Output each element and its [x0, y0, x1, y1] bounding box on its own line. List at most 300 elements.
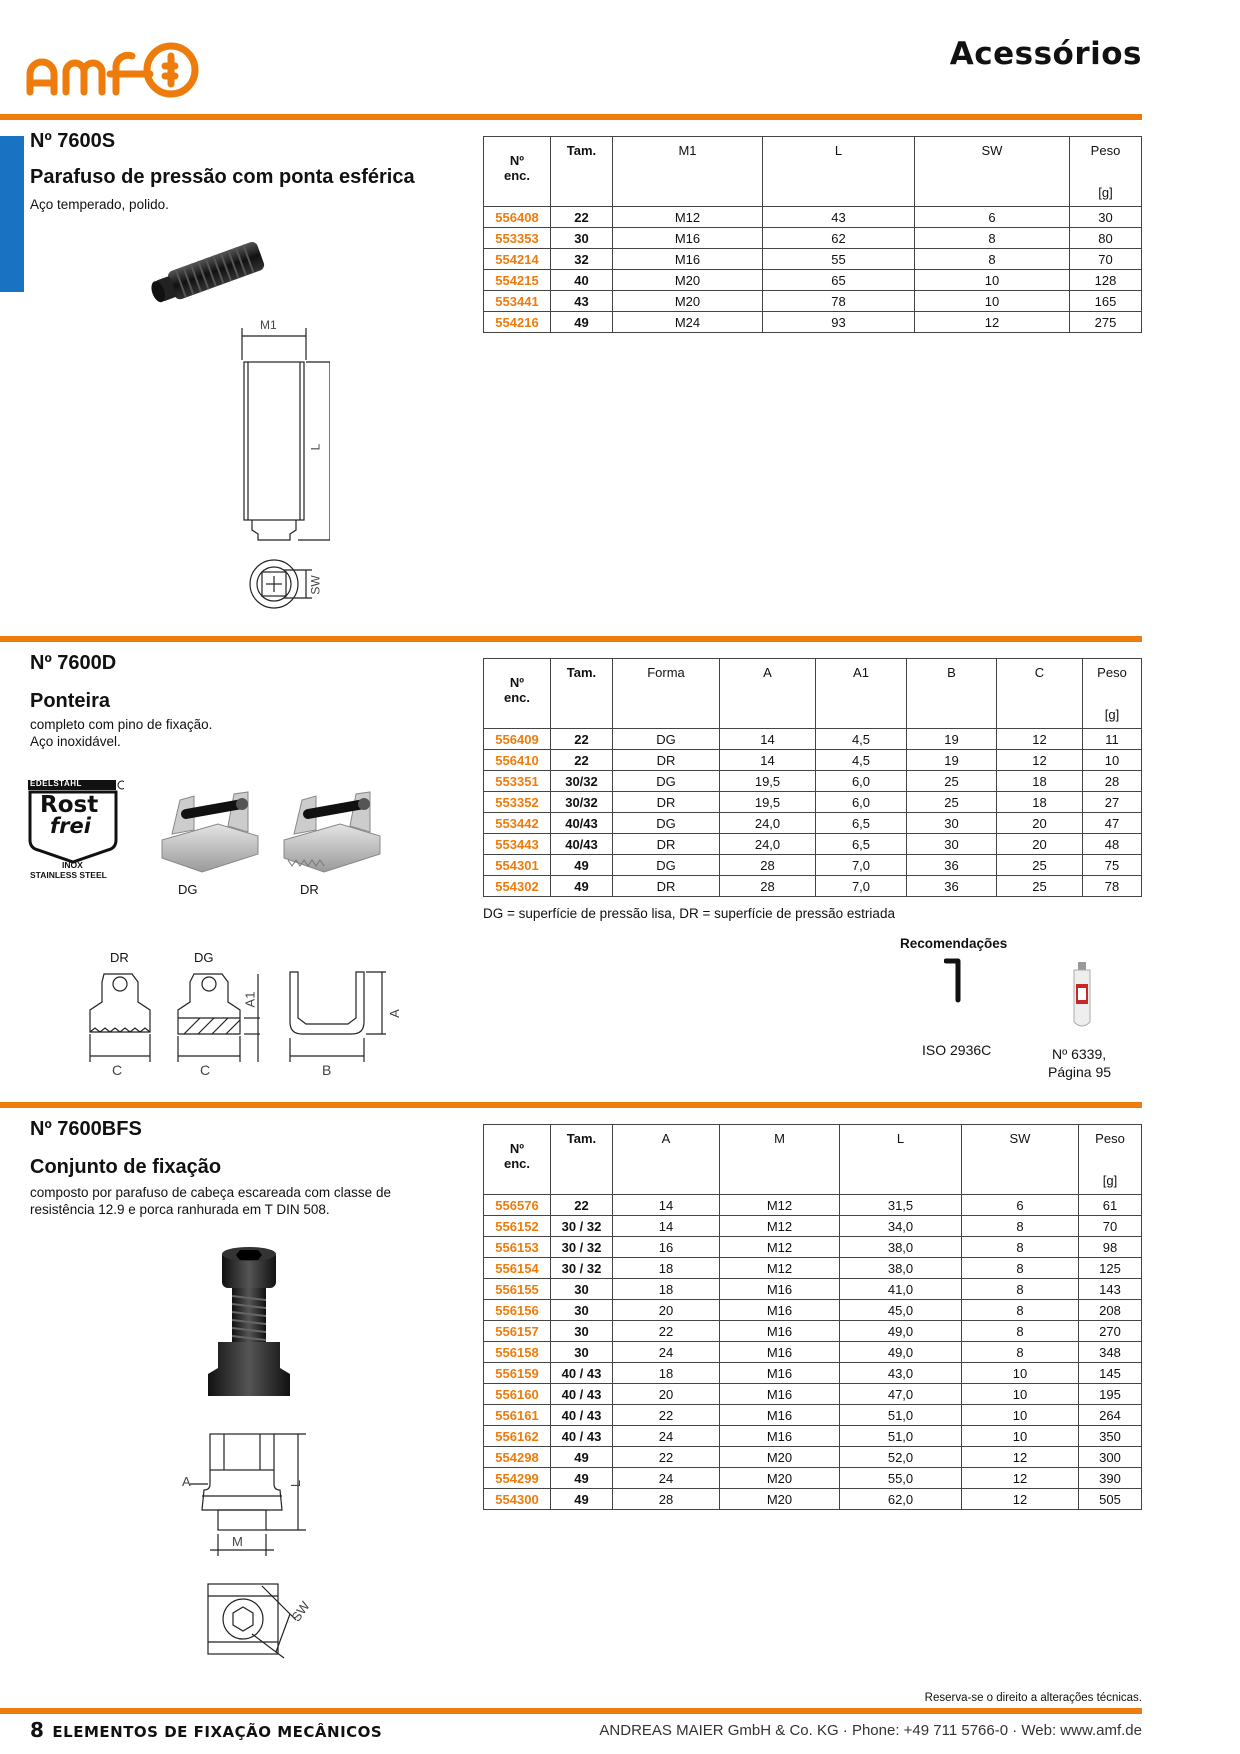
col-header: A — [613, 1125, 720, 1195]
section-number: Nº 7600D — [30, 652, 117, 674]
section-name: Conjunto de fixação — [30, 1156, 222, 1178]
table-row — [484, 1279, 1142, 1300]
hex-key-icon — [944, 958, 974, 1004]
drawing-label: DR — [110, 950, 129, 965]
order-number: 553352 — [484, 792, 551, 813]
col-header: Peso [g] — [1083, 659, 1142, 729]
table-cell: 12 — [915, 312, 1070, 333]
order-number: 554216 — [484, 312, 551, 333]
size-cell: 30 — [551, 228, 613, 249]
table-cell: 10 — [962, 1405, 1079, 1426]
ponteira-photos — [158, 780, 398, 880]
table-cell: 12 — [962, 1489, 1079, 1510]
table-cell: DR — [613, 750, 720, 771]
drawing-label: DG — [194, 950, 214, 965]
page-title: Acessórios — [949, 36, 1142, 72]
table-cell: 145 — [1079, 1363, 1142, 1384]
table-cell: 38,0 — [840, 1258, 962, 1279]
section-number: Nº 7600S — [30, 130, 116, 152]
table-cell: 62 — [763, 228, 915, 249]
order-number: 556157 — [484, 1321, 551, 1342]
table-row — [484, 750, 1142, 771]
table-cell: 25 — [997, 855, 1083, 876]
size-cell: 40 / 43 — [551, 1384, 613, 1405]
order-number: 554298 — [484, 1447, 551, 1468]
order-number: 556156 — [484, 1300, 551, 1321]
col-header: Nº enc. — [484, 137, 551, 207]
table-cell: DG — [613, 729, 720, 750]
section-description: composto por parafuso de cabeça escareada com classe de resistência 12.9 e porca ranhurada em T DIN 508. — [30, 1185, 391, 1217]
table-cell: 8 — [962, 1300, 1079, 1321]
photo-label-dr: DR — [300, 882, 319, 897]
table-cell: 8 — [962, 1321, 1079, 1342]
size-cell: 30 — [551, 1342, 613, 1363]
table-row — [484, 1426, 1142, 1447]
table-cell: 19,5 — [720, 771, 816, 792]
drawing-label: B — [322, 1062, 332, 1078]
size-cell: 40/43 — [551, 813, 613, 834]
table-cell: 11 — [1083, 729, 1142, 750]
col-header: M — [720, 1125, 840, 1195]
table-row — [484, 1195, 1142, 1216]
size-cell: 49 — [551, 876, 613, 897]
table-cell: 19 — [907, 729, 997, 750]
table-cell: 18 — [997, 792, 1083, 813]
table-cell: 275 — [1070, 312, 1142, 333]
col-header: Nº enc. — [484, 659, 551, 729]
col-header: Peso [g] — [1079, 1125, 1142, 1195]
table-cell: M12 — [720, 1195, 840, 1216]
table-cell: 49,0 — [840, 1321, 962, 1342]
table-cell: 10 — [915, 291, 1070, 312]
footer-catalog: 8 ELEMENTOS DE FIXAÇÃO MECÂNICOS — [30, 1718, 383, 1742]
col-header: SW — [962, 1125, 1079, 1195]
order-number: 556152 — [484, 1216, 551, 1237]
table-row — [484, 1468, 1142, 1489]
col-header: SW — [915, 137, 1070, 207]
spec-table-7600s — [483, 136, 1142, 333]
table-cell: 24 — [613, 1342, 720, 1363]
order-number: 556408 — [484, 207, 551, 228]
order-number: 554299 — [484, 1468, 551, 1489]
table-row — [484, 1489, 1142, 1510]
table-cell: 19,5 — [720, 792, 816, 813]
drawing-label: C — [200, 1062, 211, 1078]
table-row — [484, 771, 1142, 792]
table-row — [484, 1447, 1142, 1468]
order-number: 553351 — [484, 771, 551, 792]
table-cell: 30 — [1070, 207, 1142, 228]
spec-table-7600d — [483, 658, 1142, 897]
drawing-label: A — [386, 1009, 402, 1018]
table-cell: 93 — [763, 312, 915, 333]
table-cell: 24 — [613, 1426, 720, 1447]
table-cell: M12 — [720, 1216, 840, 1237]
table-cell: 12 — [997, 750, 1083, 771]
col-header: Peso [g] — [1070, 137, 1142, 207]
order-number: 556158 — [484, 1342, 551, 1363]
table-cell: 10 — [1083, 750, 1142, 771]
table-cell: M16 — [720, 1342, 840, 1363]
drawing-label: A1 — [242, 991, 258, 1008]
size-cell: 30 / 32 — [551, 1258, 613, 1279]
table-cell: M20 — [720, 1489, 840, 1510]
table-cell: 30 — [907, 834, 997, 855]
table-cell: DR — [613, 792, 720, 813]
size-cell: 49 — [551, 312, 613, 333]
table-row — [484, 813, 1142, 834]
order-number: 554215 — [484, 270, 551, 291]
drawing-label: M — [232, 1534, 243, 1549]
table-cell: 45,0 — [840, 1300, 962, 1321]
size-cell: 49 — [551, 1447, 613, 1468]
section-name: Parafuso de pressão com ponta esférica — [30, 166, 415, 188]
section-name: Ponteira — [30, 690, 111, 712]
order-number: 556576 — [484, 1195, 551, 1216]
size-cell: 40/43 — [551, 834, 613, 855]
table-cell: 8 — [915, 249, 1070, 270]
table-cell: 28 — [720, 855, 816, 876]
drawing-label: L — [288, 1479, 304, 1488]
size-cell: 22 — [551, 207, 613, 228]
table-row — [484, 1216, 1142, 1237]
drawing-label: A — [182, 1474, 191, 1489]
recommendation-item: Nº 6339, — [1052, 1046, 1107, 1062]
table-row — [484, 1237, 1142, 1258]
table-cell: 25 — [997, 876, 1083, 897]
table-cell: DR — [613, 876, 720, 897]
col-header: A — [720, 659, 816, 729]
table-cell: 80 — [1070, 228, 1142, 249]
order-number: 553443 — [484, 834, 551, 855]
table-row — [484, 876, 1142, 897]
size-cell: 40 / 43 — [551, 1363, 613, 1384]
col-header: B — [907, 659, 997, 729]
table-cell: 75 — [1083, 855, 1142, 876]
table-cell: 10 — [962, 1426, 1079, 1447]
table-cell: M24 — [613, 312, 763, 333]
table-cell: M16 — [720, 1405, 840, 1426]
table-cell: 125 — [1079, 1258, 1142, 1279]
table-cell: 8 — [915, 228, 1070, 249]
table-cell: 8 — [962, 1237, 1079, 1258]
order-number: 554302 — [484, 876, 551, 897]
footer-note: Reserva-se o direito a alterações técnicas. — [924, 1692, 1142, 1704]
table-cell: 128 — [1070, 270, 1142, 291]
size-cell: 22 — [551, 750, 613, 771]
table-cell: 20 — [997, 834, 1083, 855]
table-row — [484, 792, 1142, 813]
table-cell: 16 — [613, 1237, 720, 1258]
table-row — [484, 729, 1142, 750]
table-cell: 195 — [1079, 1384, 1142, 1405]
table-cell: 43,0 — [840, 1363, 962, 1384]
table-cell: 4,5 — [816, 750, 907, 771]
col-header: A1 — [816, 659, 907, 729]
table-cell: M16 — [720, 1384, 840, 1405]
table-cell: 4,5 — [816, 729, 907, 750]
table-cell: 98 — [1079, 1237, 1142, 1258]
badge-text: EDELSTAHL — [30, 779, 82, 788]
table-row — [484, 1321, 1142, 1342]
col-header: Tam. — [551, 659, 613, 729]
table-cell: 348 — [1079, 1342, 1142, 1363]
col-header: L — [763, 137, 915, 207]
order-number: 554214 — [484, 249, 551, 270]
badge-text: Rost — [40, 792, 99, 818]
table-cell: 34,0 — [840, 1216, 962, 1237]
col-header: L — [840, 1125, 962, 1195]
size-cell: 30 / 32 — [551, 1237, 613, 1258]
table-cell: 47,0 — [840, 1384, 962, 1405]
table-cell: 12 — [997, 729, 1083, 750]
table-row — [484, 834, 1142, 855]
table-cell: 24,0 — [720, 834, 816, 855]
table-cell: 7,0 — [816, 876, 907, 897]
table-cell: 51,0 — [840, 1426, 962, 1447]
table-cell: DG — [613, 855, 720, 876]
table-cell: 70 — [1079, 1216, 1142, 1237]
table-row — [484, 312, 1142, 333]
table-cell: 8 — [962, 1342, 1079, 1363]
size-cell: 30/32 — [551, 771, 613, 792]
table-row — [484, 1258, 1142, 1279]
recommendation-item: ISO 2936C — [922, 1042, 992, 1058]
footer-company: ANDREAS MAIER GmbH & Co. KG · Phone: +49 711 5766-0 · Web: www.amf.de — [599, 1722, 1142, 1739]
table-cell: M20 — [613, 291, 763, 312]
table-cell: M16 — [613, 228, 763, 249]
table-cell: 28 — [720, 876, 816, 897]
col-header: M1 — [613, 137, 763, 207]
table-cell: 12 — [962, 1468, 1079, 1489]
table-cell: 6 — [962, 1195, 1079, 1216]
table-cell: 14 — [720, 750, 816, 771]
size-cell: 40 / 43 — [551, 1426, 613, 1447]
order-number: 553353 — [484, 228, 551, 249]
section-description: Aço temperado, polido. — [30, 197, 169, 212]
table-cell: 165 — [1070, 291, 1142, 312]
size-cell: 30 — [551, 1300, 613, 1321]
table-cell: 28 — [1083, 771, 1142, 792]
table-cell: 264 — [1079, 1405, 1142, 1426]
order-number: 553442 — [484, 813, 551, 834]
table-cell: 28 — [613, 1489, 720, 1510]
table-cell: M16 — [720, 1300, 840, 1321]
order-number: 556153 — [484, 1237, 551, 1258]
table-cell: 61 — [1079, 1195, 1142, 1216]
table-cell: 18 — [613, 1258, 720, 1279]
table-cell: 7,0 — [816, 855, 907, 876]
table-cell: 22 — [613, 1405, 720, 1426]
table-cell: M20 — [720, 1447, 840, 1468]
table-cell: 20 — [613, 1300, 720, 1321]
size-cell: 43 — [551, 291, 613, 312]
section-divider — [0, 1102, 1142, 1108]
section-divider — [0, 636, 1142, 642]
order-number: 556160 — [484, 1384, 551, 1405]
table-cell: 14 — [720, 729, 816, 750]
table-cell: M20 — [720, 1468, 840, 1489]
table-cell: 78 — [1083, 876, 1142, 897]
table-cell: 12 — [962, 1447, 1079, 1468]
size-cell: 49 — [551, 855, 613, 876]
recommendation-item: Página 95 — [1048, 1064, 1112, 1080]
badge-text: frei — [50, 814, 91, 838]
chapter-tab — [0, 136, 24, 292]
col-header: Forma — [613, 659, 720, 729]
table-cell: 8 — [962, 1216, 1079, 1237]
table-cell: 14 — [613, 1216, 720, 1237]
order-number: 556154 — [484, 1258, 551, 1279]
section-divider — [0, 114, 1142, 120]
order-number: 554301 — [484, 855, 551, 876]
table-row — [484, 1405, 1142, 1426]
table-row — [484, 228, 1142, 249]
size-cell: 30 / 32 — [551, 1216, 613, 1237]
table-cell: M12 — [613, 207, 763, 228]
table-cell: 24 — [613, 1468, 720, 1489]
table-cell: DG — [613, 813, 720, 834]
table-cell: 6,0 — [816, 771, 907, 792]
table-cell: 10 — [962, 1363, 1079, 1384]
badge-text: STAINLESS STEEL — [30, 870, 107, 880]
table-cell: 505 — [1079, 1489, 1142, 1510]
table-cell: M16 — [720, 1363, 840, 1384]
table-cell: 143 — [1079, 1279, 1142, 1300]
badge-text: INOX — [62, 860, 83, 870]
table-cell: 300 — [1079, 1447, 1142, 1468]
size-cell: 49 — [551, 1468, 613, 1489]
table-cell: 18 — [613, 1279, 720, 1300]
table-cell: 31,5 — [840, 1195, 962, 1216]
table-cell: 27 — [1083, 792, 1142, 813]
table-cell: 25 — [907, 771, 997, 792]
table-cell: 36 — [907, 855, 997, 876]
size-cell: 30 — [551, 1321, 613, 1342]
section-description: completo com pino de fixação. Aço inoxidável. — [30, 717, 213, 749]
table-cell: M16 — [720, 1321, 840, 1342]
table-cell: 6,5 — [816, 834, 907, 855]
col-header: C — [997, 659, 1083, 729]
amf-logo — [26, 36, 226, 106]
table-cell: 65 — [763, 270, 915, 291]
page-number: 8 — [30, 1718, 45, 1742]
table-cell: 8 — [962, 1258, 1079, 1279]
size-cell: 32 — [551, 249, 613, 270]
drawing-label: SW — [288, 1598, 313, 1625]
table-cell: 350 — [1079, 1426, 1142, 1447]
size-cell: 40 — [551, 270, 613, 291]
table-cell: 208 — [1079, 1300, 1142, 1321]
table-cell: 22 — [613, 1447, 720, 1468]
table-row — [484, 291, 1142, 312]
order-number: 556155 — [484, 1279, 551, 1300]
drawing-label: L — [308, 443, 323, 451]
table-cell: 6 — [915, 207, 1070, 228]
order-number: 556159 — [484, 1363, 551, 1384]
table-row — [484, 1300, 1142, 1321]
table-row — [484, 1384, 1142, 1405]
pressure-screw-drawing — [200, 318, 330, 618]
size-cell: 40 / 43 — [551, 1405, 613, 1426]
table-cell: M12 — [720, 1258, 840, 1279]
table-cell: M16 — [613, 249, 763, 270]
table-cell: 19 — [907, 750, 997, 771]
table-cell: 18 — [613, 1363, 720, 1384]
size-cell: 22 — [551, 729, 613, 750]
table-cell: 270 — [1079, 1321, 1142, 1342]
clamping-set-drawing — [180, 1426, 340, 1666]
table-row — [484, 855, 1142, 876]
table-cell: 10 — [962, 1384, 1079, 1405]
order-number: 554300 — [484, 1489, 551, 1510]
footer-divider — [0, 1708, 1142, 1714]
photo-label-dg: DG — [178, 882, 198, 897]
drawing-label: M1 — [260, 318, 277, 332]
table-cell: 6,0 — [816, 792, 907, 813]
table-cell: 43 — [763, 207, 915, 228]
table-cell: 52,0 — [840, 1447, 962, 1468]
table-row — [484, 270, 1142, 291]
table-cell: M20 — [613, 270, 763, 291]
table-cell: 55,0 — [840, 1468, 962, 1489]
table-row — [484, 207, 1142, 228]
order-number: 556409 — [484, 729, 551, 750]
order-number: 556410 — [484, 750, 551, 771]
table-cell: 18 — [997, 771, 1083, 792]
table-cell: 62,0 — [840, 1489, 962, 1510]
table-cell: 20 — [997, 813, 1083, 834]
table-cell: 6,5 — [816, 813, 907, 834]
size-cell: 30/32 — [551, 792, 613, 813]
table-cell: 55 — [763, 249, 915, 270]
table-cell: 47 — [1083, 813, 1142, 834]
order-number: 556162 — [484, 1426, 551, 1447]
table-cell: M12 — [720, 1237, 840, 1258]
table-cell: 48 — [1083, 834, 1142, 855]
spec-table-7600bfs — [483, 1124, 1142, 1510]
table-cell: M16 — [720, 1426, 840, 1447]
table-cell: 36 — [907, 876, 997, 897]
table-cell: 70 — [1070, 249, 1142, 270]
recommendations-title: Recomendações — [900, 936, 1008, 951]
table-cell: 22 — [613, 1321, 720, 1342]
adhesive-tube-icon — [1068, 962, 1098, 1030]
col-header: Nº enc. — [484, 1125, 551, 1195]
drawing-label: SW — [308, 575, 323, 595]
table-row — [484, 249, 1142, 270]
table-cell: 8 — [962, 1279, 1079, 1300]
table-cell: 38,0 — [840, 1237, 962, 1258]
table-cell: 30 — [907, 813, 997, 834]
order-number: 553441 — [484, 291, 551, 312]
pressure-screw-photo — [150, 236, 270, 316]
table-cell: DR — [613, 834, 720, 855]
table-cell: DG — [613, 771, 720, 792]
size-cell: 30 — [551, 1279, 613, 1300]
section-number: Nº 7600BFS — [30, 1118, 142, 1140]
clamping-set-photo — [200, 1246, 300, 1406]
table-note: DG = superfície de pressão lisa, DR = superfície de pressão estriada — [483, 906, 895, 921]
table-cell: M16 — [720, 1279, 840, 1300]
table-cell: 25 — [907, 792, 997, 813]
table-cell: 10 — [915, 270, 1070, 291]
table-row — [484, 1342, 1142, 1363]
table-cell: 24,0 — [720, 813, 816, 834]
col-header: Tam. — [551, 137, 613, 207]
order-number: 556161 — [484, 1405, 551, 1426]
table-cell: 78 — [763, 291, 915, 312]
